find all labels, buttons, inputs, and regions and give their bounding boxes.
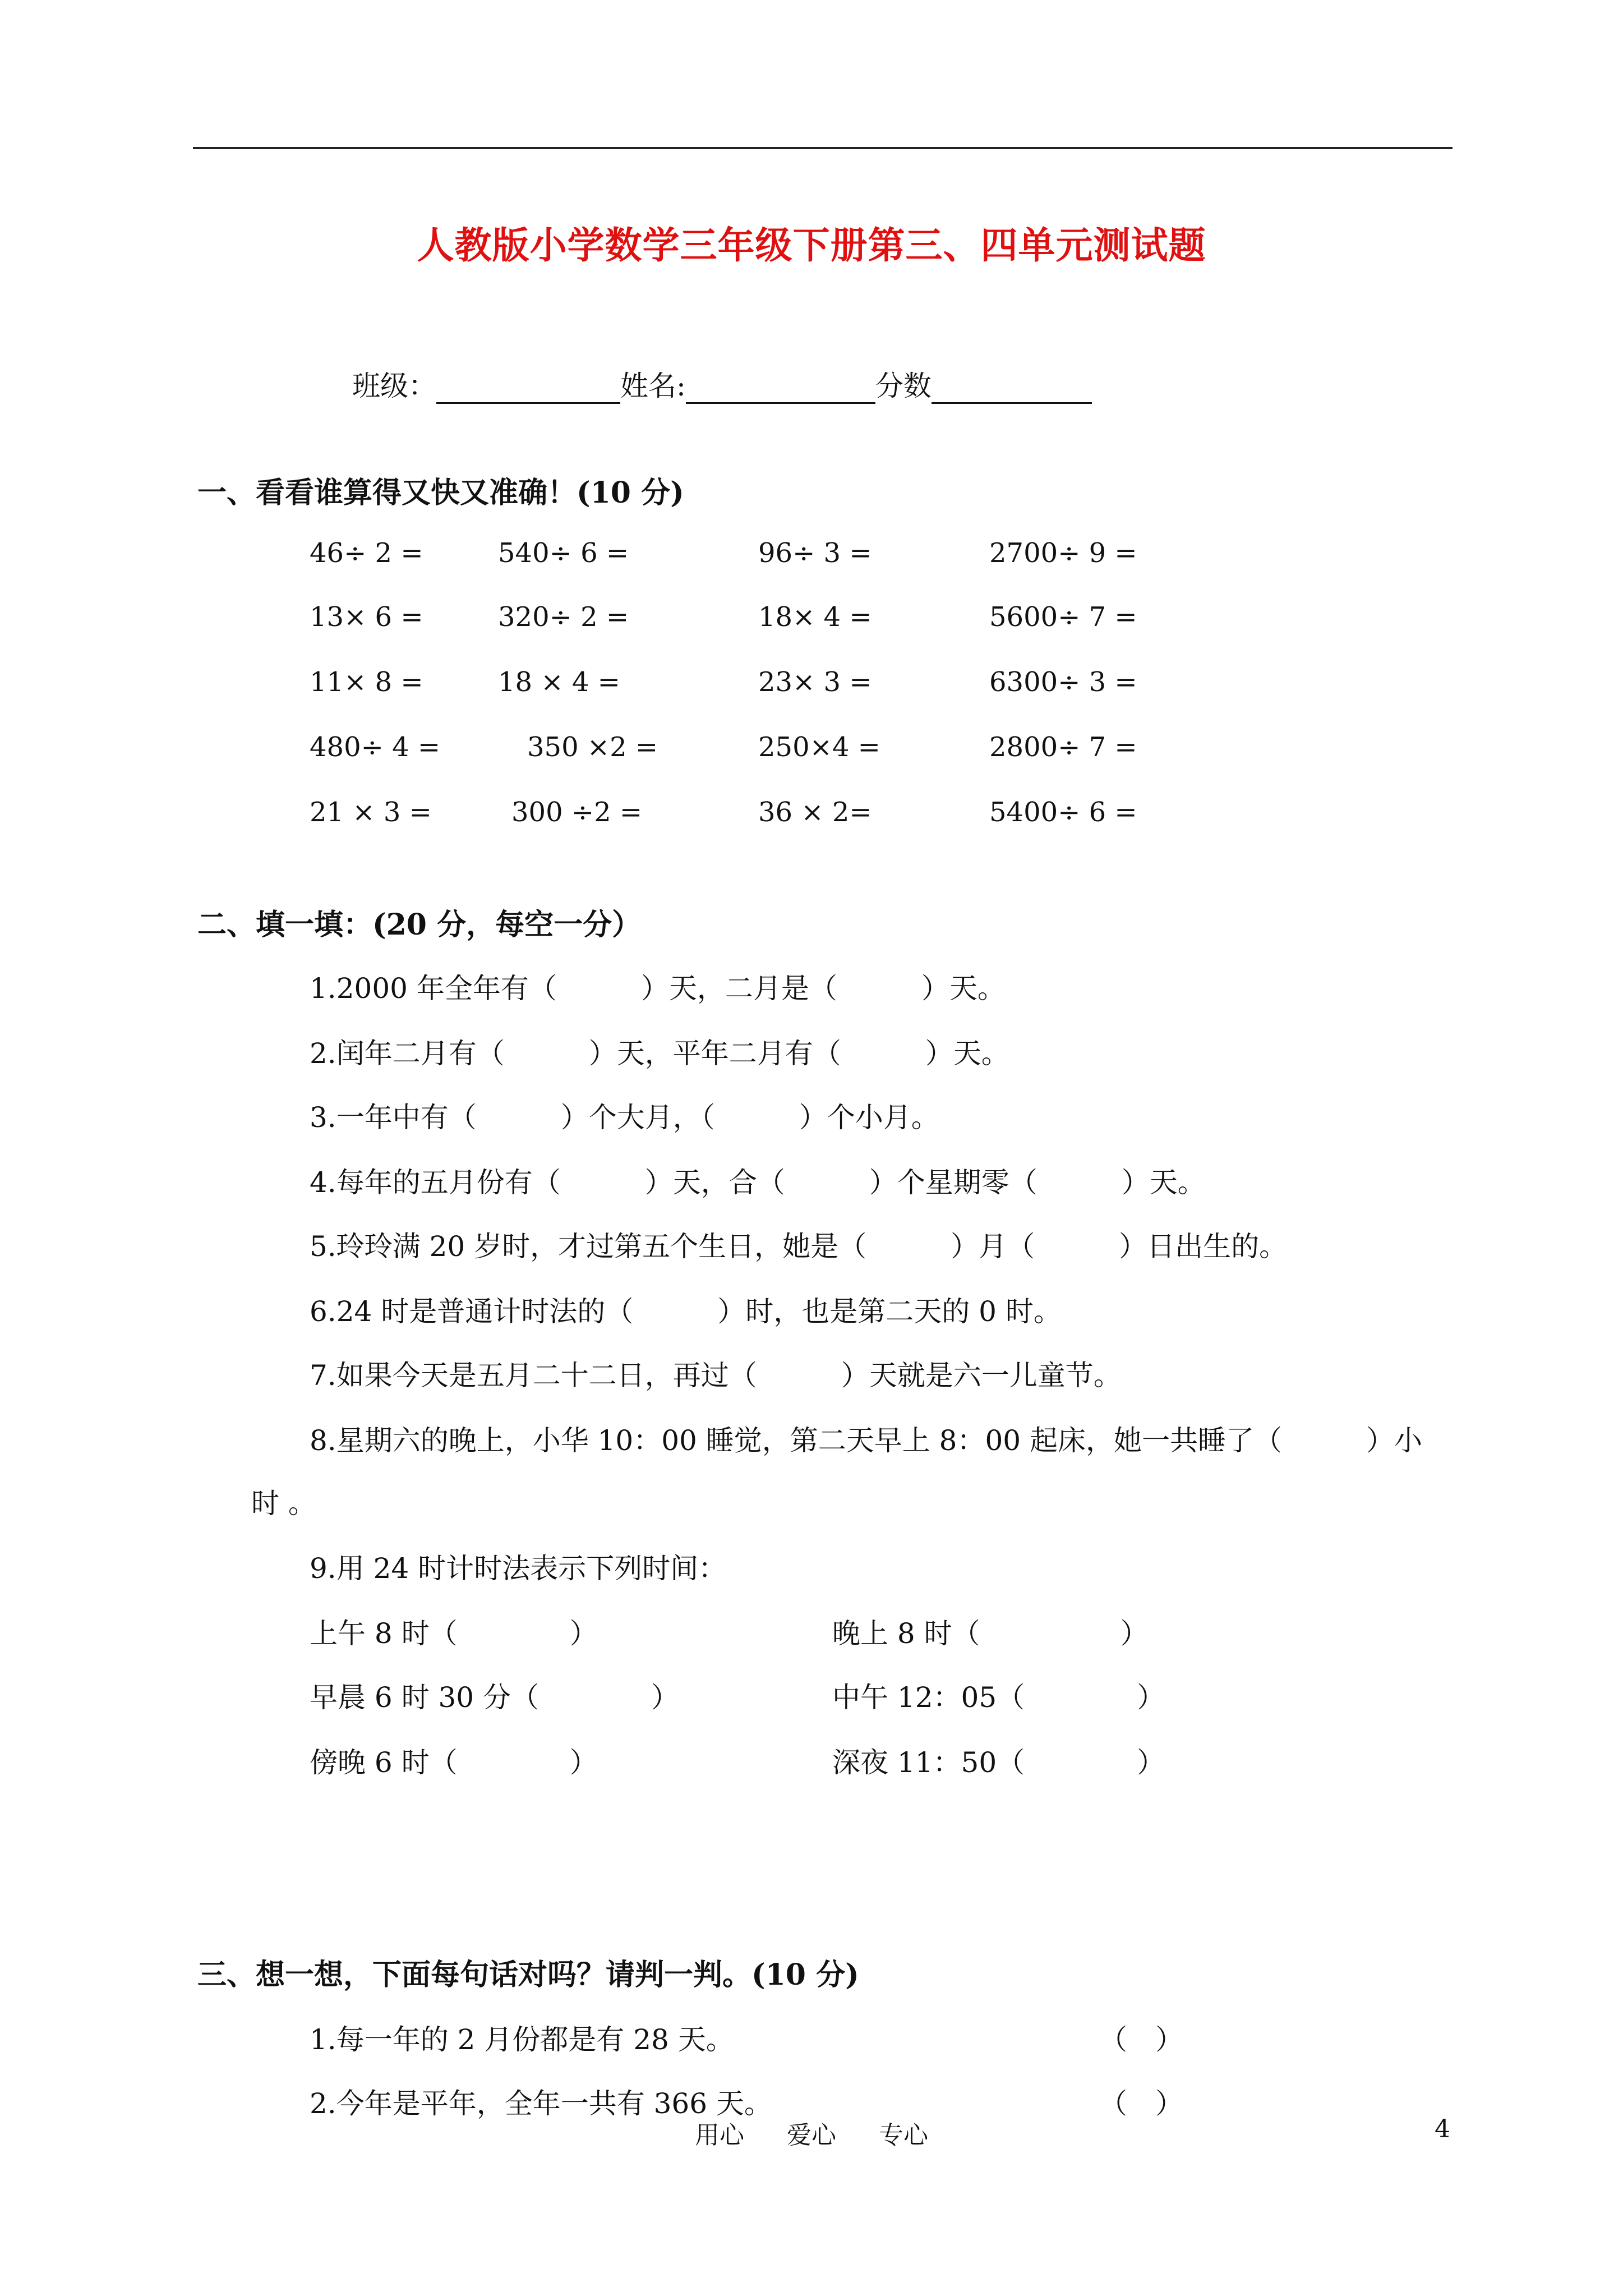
time-item: 晚上 8 时（ ） bbox=[832, 1617, 1149, 1650]
fill-item: 3.一年中有（ ）个大月，（ ）个小月。 bbox=[310, 1101, 939, 1134]
class-blank[interactable] bbox=[436, 373, 620, 404]
calc-item: 5400÷ 6 = bbox=[989, 797, 1137, 828]
calc-item: 18× 4 = bbox=[758, 601, 872, 633]
name-blank[interactable] bbox=[686, 373, 875, 404]
calc-item: 250×4 = bbox=[758, 731, 880, 763]
calc-item: 480÷ 4 = bbox=[310, 731, 441, 763]
calc-item: 18 × 4 = bbox=[498, 666, 620, 698]
fill-item: 7.如果今天是五月二十二日，再过（ ）天就是六一儿童节。 bbox=[310, 1359, 1122, 1392]
fill-item-continuation: 时 。 bbox=[251, 1487, 316, 1520]
calc-item: 96÷ 3 = bbox=[758, 537, 872, 569]
calc-item: 13× 6 = bbox=[310, 601, 423, 633]
page-title: 人教版小学数学三年级下册第三、四单元测试题 bbox=[417, 223, 1206, 267]
time-item: 中午 12：05（ ） bbox=[832, 1681, 1165, 1714]
calc-item: 6300÷ 3 = bbox=[989, 666, 1137, 698]
calc-item: 540÷ 6 = bbox=[498, 537, 629, 569]
fill-item: 8.星期六的晚上，小华 10：00 睡觉，第二天早上 8：00 起床，她一共睡了（ ）小 bbox=[310, 1424, 1422, 1457]
judge-mark[interactable]: （ ） bbox=[1099, 2023, 1183, 2056]
time-item: 早晨 6 时 30 分（ ） bbox=[310, 1681, 680, 1714]
section-2-heading: 二、填一填：(20 分，每空一分） bbox=[197, 908, 642, 942]
footer-word: 爱心 bbox=[787, 2121, 836, 2150]
footer-word: 专心 bbox=[879, 2121, 928, 2150]
calc-item: 2700÷ 9 = bbox=[989, 537, 1137, 569]
time-item: 上午 8 时（ ） bbox=[310, 1617, 598, 1650]
judge-mark[interactable]: （ ） bbox=[1099, 2087, 1183, 2120]
calc-item: 23× 3 = bbox=[758, 666, 872, 698]
section-1-heading: 一、看看谁算得又快又准确！(10 分) bbox=[197, 476, 684, 510]
judge-item: 1.每一年的 2 月份都是有 28 天。 bbox=[310, 2023, 734, 2056]
calc-item: 46÷ 2 = bbox=[310, 537, 423, 569]
calc-item: 36 × 2= bbox=[758, 797, 872, 828]
calc-item: 300 ÷2 = bbox=[511, 797, 643, 828]
score-label: 分数 bbox=[875, 370, 932, 402]
time-item: 深夜 11：50（ ） bbox=[832, 1746, 1165, 1779]
footer-motto bbox=[0, 2115, 1623, 2151]
class-label: 班级： bbox=[352, 370, 436, 402]
judge-item: 2.今年是平年，全年一共有 366 天。 bbox=[310, 2087, 772, 2120]
calc-item: 350 ×2 = bbox=[527, 731, 658, 763]
name-label: 姓名: bbox=[620, 370, 686, 402]
score-blank[interactable] bbox=[932, 373, 1092, 404]
calc-item: 2800÷ 7 = bbox=[989, 731, 1137, 763]
fill-item: 4.每年的五月份有（ ）天，合（ ）个星期零（ ）天。 bbox=[310, 1166, 1206, 1199]
calc-item: 21 × 3 = bbox=[310, 797, 432, 828]
fill-item: 2.闰年二月有（ ）天，平年二月有（ ）天。 bbox=[310, 1037, 1009, 1070]
calc-item: 11× 8 = bbox=[310, 666, 423, 698]
student-info bbox=[352, 364, 1092, 404]
fill-item: 5.玲玲满 20 岁时，才过第五个生日，她是（ ）月（ ）日出生的。 bbox=[310, 1230, 1288, 1263]
time-item: 傍晚 6 时（ ） bbox=[310, 1746, 598, 1779]
footer-word: 用心 bbox=[695, 2121, 744, 2150]
header-rule bbox=[193, 147, 1453, 149]
calc-item: 5600÷ 7 = bbox=[989, 601, 1137, 633]
fill-item: 9.用 24 时计时法表示下列时间： bbox=[310, 1552, 727, 1585]
fill-item: 1.2000 年全年有（ ）天，二月是（ ）天。 bbox=[310, 972, 1006, 1005]
section-3-heading: 三、想一想，下面每句话对吗？请判一判。(10 分) bbox=[197, 1958, 859, 1992]
calc-item: 320÷ 2 = bbox=[498, 601, 629, 633]
page-number: 4 bbox=[1435, 2115, 1450, 2143]
fill-item: 6.24 时是普通计时法的（ ）时，也是第二天的 0 时。 bbox=[310, 1295, 1062, 1328]
